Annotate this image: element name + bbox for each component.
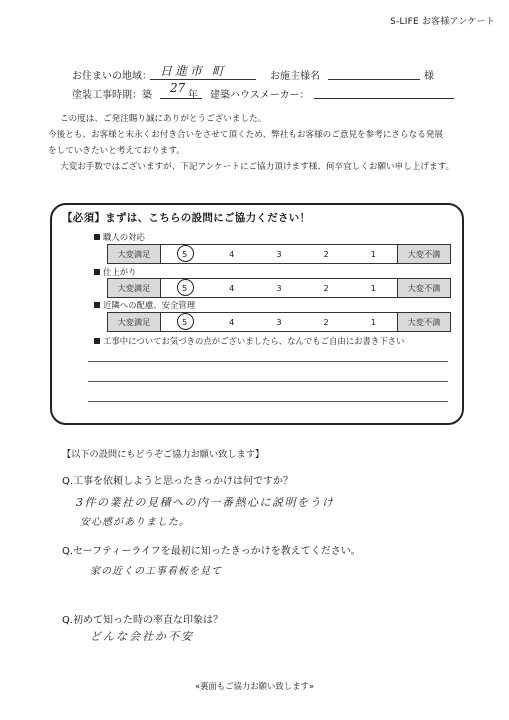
rating-option[interactable]: 2 [323, 249, 329, 259]
rating-option[interactable]: 3 [276, 249, 282, 259]
rating-option[interactable]: 4 [229, 317, 235, 327]
customer-suffix: 様 [424, 71, 434, 82]
builder-label: 建築ハウスメーカー： [210, 90, 310, 101]
rating-scale-finish[interactable] [107, 278, 451, 298]
scale-left-label: 大変満足 [108, 245, 161, 263]
scale-left-label: 大変満足 [108, 313, 161, 331]
intro-line: この度は、ご発注賜り誠にありがとうございました。 [60, 114, 267, 124]
bullet-square-icon [94, 269, 100, 275]
rating-option[interactable]: 1 [370, 283, 376, 293]
rating-option[interactable]: 1 [370, 249, 376, 259]
rating-label-finish: 仕上がり [94, 266, 137, 278]
rating-option[interactable]: 2 [323, 283, 329, 293]
scale-right-label: 大変不満 [397, 245, 450, 263]
required-section-title: 【必須】まずは、こちらの設問にご協力ください！ [62, 212, 311, 224]
rating-option[interactable]: 4 [229, 283, 235, 293]
rating-label-craftsman: 職人の対応 [94, 231, 145, 243]
footer-note: «裏面もご協力お願い致します» [194, 681, 315, 691]
comment-line[interactable] [88, 401, 448, 402]
intro-line: 今後とも、お客様と末永くお付き合いをさせて頂くため、弊社もお客様のご意見を参考にさらなる発展 [48, 130, 443, 140]
rating-option[interactable]: 3 [276, 283, 282, 293]
customer-field[interactable] [328, 65, 420, 80]
comment-line[interactable] [88, 361, 448, 362]
customer-label: お施主様名 [270, 71, 320, 82]
scale-left-label: 大変満足 [108, 279, 161, 297]
bullet-square-icon [94, 338, 100, 344]
age-suffix: 年 [188, 90, 198, 101]
region-field[interactable] [150, 65, 256, 80]
rating-label-safety: 近隣への配慮、安全管理 [94, 299, 195, 311]
rating-option[interactable]: 5 [176, 283, 194, 293]
optional-section-title: 【以下の設問にもどうぞご協力お願い致します】 [62, 449, 265, 460]
intro-line: をしていきたいと考えております。 [48, 146, 185, 156]
question-2: Q.セーフティーライフを最初に知ったきっかけを教えてください。 [62, 546, 361, 557]
rating-scale-safety[interactable] [107, 312, 451, 332]
age-label: 塗装工事時期：築 [72, 90, 152, 101]
answer-3-line[interactable]: どんな会社か不安 [90, 630, 194, 643]
comment-line[interactable] [88, 381, 448, 382]
answer-1-line[interactable]: 3件の業社の見積への内一番熱心に説明をうけ [76, 496, 335, 509]
region-label: お住まいの地域： [72, 71, 152, 82]
scale-right-label: 大変不満 [397, 313, 450, 331]
rating-option[interactable]: 5 [176, 317, 194, 327]
age-field[interactable] [160, 81, 202, 101]
intro-text [48, 111, 488, 175]
rating-option[interactable]: 3 [276, 317, 282, 327]
comment-label: 工事中についてお気づきの点がございましたら、なんでもご自由にお書き下さい [94, 335, 404, 347]
bullet-square-icon [94, 302, 100, 308]
brand-title: S-LIFE お客様アンケート [390, 17, 495, 27]
age-value: 27 [170, 81, 186, 95]
bullet-square-icon [94, 234, 100, 240]
answer-1-line[interactable]: 安心感がありました。 [80, 517, 190, 528]
region-value: 日進市 町 [160, 64, 227, 78]
question-3: Q.初めて知った時の率直な印象は？ [62, 615, 224, 626]
rating-option[interactable]: 1 [370, 317, 376, 327]
builder-field[interactable] [314, 84, 454, 99]
rating-option[interactable]: 4 [229, 249, 235, 259]
rating-option[interactable]: 2 [323, 317, 329, 327]
scale-right-label: 大変不満 [397, 279, 450, 297]
answer-2-line[interactable]: 家の近くの工事看板を見て [90, 566, 222, 577]
intro-line: 大変お手数ではございますが、下記アンケートにご協力頂けます様、何卒宜しくお願い申し上げます。 [60, 162, 455, 172]
rating-scale-craftsman[interactable] [107, 244, 451, 264]
question-1: Q.工事を依頼しようと思ったきっかけは何ですか？ [62, 476, 294, 487]
rating-option[interactable]: 5 [176, 249, 194, 259]
